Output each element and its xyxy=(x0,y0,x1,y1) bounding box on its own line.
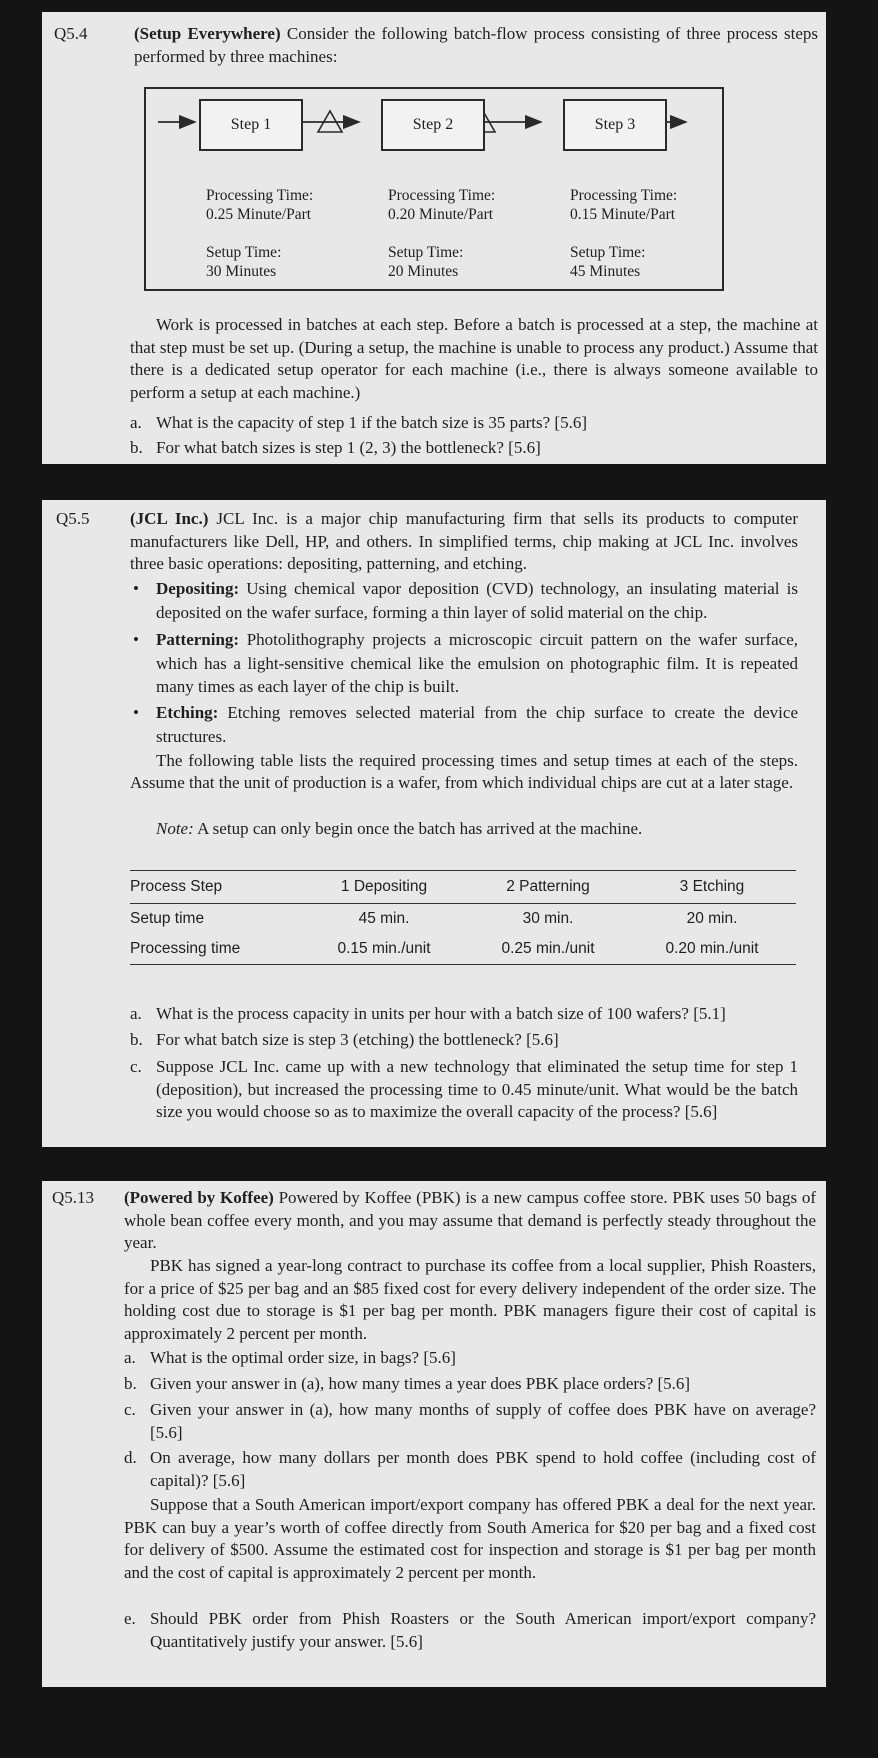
intro-text: Powered by Koffee (PBK) is a new campus coffee store. PBK uses 50 bags of whole bean coffee every month, and you may assume that demand is perfectly steady throughout the year. xyxy=(124,1188,816,1252)
table-header-cell: Process Step xyxy=(130,878,223,895)
table-cell: 20 min. xyxy=(686,910,738,927)
table-header-row xyxy=(130,871,796,904)
setup-label: Setup Time: xyxy=(388,244,464,261)
processing-value: 0.25 Minute/Part xyxy=(206,205,312,223)
step-1-processing xyxy=(206,187,313,224)
question-body: The following table lists the required processing times and setup times at each of the steps. Assume that the unit of production is a wafer, from which individual chips are cut at a later stage. xyxy=(130,751,798,792)
table-row xyxy=(130,934,796,964)
item-label: d. xyxy=(124,1448,137,1467)
item-text: For what batch sizes is step 1 (2, 3) the bottleneck? [5.6] xyxy=(156,438,541,457)
setup-label: Setup Time: xyxy=(570,244,646,261)
question-body: PBK has signed a year-long contract to purchase its coffee from a local supplier, Phish Roasters, for a price of $25 per bag and an $85 fixed cost for every delivery independent of the order size. The holding cost due to storage is $1 per bag per month. PBK managers figure their cost of capital is approximately 2 percent per month. xyxy=(124,1256,816,1343)
bullet-depositing xyxy=(130,577,798,624)
setup-value: 20 Minutes xyxy=(388,262,459,280)
processing-label: Processing Time: xyxy=(570,187,678,204)
item-text: Given your answer in (a), how many months of supply of coffee does PBK have on average? [5.6] xyxy=(150,1400,816,1442)
bullet-term: Etching: xyxy=(156,703,219,722)
bullet-icon: • xyxy=(133,703,139,722)
question-title: (Setup Everywhere) xyxy=(134,24,281,43)
bullet-etching xyxy=(130,701,798,748)
setup-label: Setup Time: xyxy=(206,244,282,261)
item-label: c. xyxy=(130,1057,142,1076)
question-number: Q5.5 xyxy=(56,509,90,528)
table-header-cell: 1 Depositing xyxy=(340,878,428,895)
table-header-cell: 3 Etching xyxy=(679,878,745,895)
process-table xyxy=(130,870,796,965)
setup-value: 45 Minutes xyxy=(570,262,641,280)
bullet-term: Patterning: xyxy=(156,630,240,649)
question-number: Q5.4 xyxy=(54,24,88,43)
question-item-c xyxy=(124,1399,816,1444)
table-row xyxy=(130,904,796,934)
table-cell: 0.20 min./unit xyxy=(665,940,759,957)
step-2-setup xyxy=(388,244,463,281)
item-label: a. xyxy=(130,413,142,432)
item-text: Suppose JCL Inc. came up with a new technology that eliminated the setup time for step 1 (deposition), but increased the processing time to 0.45 minute/unit. What would be the batch size you would choose so as to maximize the overall capacity of the process? [5.6] xyxy=(156,1057,798,1121)
item-label: b. xyxy=(130,1030,143,1049)
question-note xyxy=(156,818,798,841)
question-item-b xyxy=(124,1373,816,1396)
step-box-2: Step 2 xyxy=(381,99,485,151)
table-cell: Processing time xyxy=(130,940,241,957)
table-cell: 0.15 min./unit xyxy=(337,940,431,957)
question-intro xyxy=(134,23,818,68)
item-label: c. xyxy=(124,1400,136,1419)
question-item-e xyxy=(124,1608,816,1653)
step-3-processing xyxy=(570,187,677,224)
bullet-text: Etching removes selected material from the chip surface to create the device structures. xyxy=(156,703,798,746)
question-item-c xyxy=(130,1056,798,1124)
question-title: (Powered by Koffee) xyxy=(124,1188,274,1207)
step-box-3: Step 3 xyxy=(563,99,667,151)
question-card-q5-13 xyxy=(42,1181,826,1687)
item-label: b. xyxy=(124,1374,137,1393)
bullet-text: Photolithography projects a microscopic circuit pattern on the wafer surface, which has a light-sensitive chemical like the emulsion on photographic film. It is repeated many times as each layer of the chip is built. xyxy=(156,630,798,696)
step-2-processing xyxy=(388,187,495,224)
processing-label: Processing Time: xyxy=(206,187,314,204)
step-3-setup xyxy=(570,244,645,281)
bullet-text: Using chemical vapor deposition (CVD) technology, an insulating material is deposited on the wafer surface, forming a thin layer of solid material on the chip. xyxy=(156,579,798,622)
item-text: What is the capacity of step 1 if the batch size is 35 parts? [5.6] xyxy=(156,413,587,432)
bullet-icon: • xyxy=(133,579,139,598)
bullet-term: Depositing: xyxy=(156,579,240,598)
step-box-1: Step 1 xyxy=(199,99,303,151)
note-label: Note: xyxy=(156,819,194,838)
item-label: a. xyxy=(130,1004,142,1023)
item-text: What is the optimal order size, in bags? [5.6] xyxy=(150,1348,456,1367)
question-number: Q5.13 xyxy=(52,1188,95,1207)
item-text: Given your answer in (a), how many times a year does PBK place orders? [5.6] xyxy=(150,1374,691,1393)
question-item-b xyxy=(130,437,818,460)
item-label: a. xyxy=(124,1348,136,1367)
setup-value: 30 Minutes xyxy=(206,262,277,280)
item-text: For what batch size is step 3 (etching) the bottleneck? [5.6] xyxy=(156,1030,559,1049)
table-cell: Setup time xyxy=(130,910,205,927)
bullet-icon: • xyxy=(133,630,139,649)
table-cell: 45 min. xyxy=(358,910,410,927)
item-label: e. xyxy=(124,1609,136,1628)
processing-label: Processing Time: xyxy=(388,187,496,204)
question-item-d xyxy=(124,1447,816,1492)
step-1-setup xyxy=(206,244,281,281)
flow-diagram xyxy=(144,87,724,291)
bullet-patterning xyxy=(130,628,798,699)
question-item-a xyxy=(124,1347,816,1370)
question-title: (JCL Inc.) xyxy=(130,509,209,528)
item-text: On average, how many dollars per month does PBK spend to hold coffee (including cost of capital)? [5.6] xyxy=(150,1448,816,1490)
intro-text: JCL Inc. is a major chip manufacturing firm that sells its products to computer manufacturers like Dell, HP, and others. In simplified terms, chip making at JCL Inc. involves three basic operations: depositing, patterning, and etching. xyxy=(130,509,798,573)
item-text: What is the process capacity in units per hour with a batch size of 100 wafers? [5.1] xyxy=(156,1004,726,1023)
table-header-cell: 2 Patterning xyxy=(506,878,590,895)
question-intro xyxy=(130,508,798,576)
question-item-b xyxy=(130,1029,798,1052)
question-body: Work is processed in batches at each step. Before a batch is processed at a step, the machine at that step must be set up. (During a setup, the machine is unable to process any product.) Assume that there is a dedicated setup operator for each machine (i.e., there is always someone available to perform a setup at each machine.) xyxy=(130,315,818,402)
processing-value: 0.20 Minute/Part xyxy=(388,205,494,223)
question-intro xyxy=(124,1187,816,1255)
intro-text: Consider the following batch-flow process consisting of three process steps performed by three machines: xyxy=(134,24,818,66)
note-text: A setup can only begin once the batch has arrived at the machine. xyxy=(193,819,643,838)
question-body-2: Suppose that a South American import/export company has offered PBK a deal for the next year. PBK can buy a year’s worth of coffee directly from South America for $20 per bag and a fixed cost for delivery of $500. Assume the estimated cost for inspection and storage is $1 per bag per month and the cost of capital is approximately 2 percent per month. xyxy=(124,1495,816,1582)
item-label: b. xyxy=(130,438,143,457)
table-cell: 30 min. xyxy=(522,910,574,927)
question-item-a xyxy=(130,1003,798,1026)
item-text: Should PBK order from Phish Roasters or the South American import/export company? Quantitatively justify your answer. [5.6] xyxy=(150,1609,816,1651)
processing-value: 0.15 Minute/Part xyxy=(570,205,676,223)
question-item-a xyxy=(130,412,818,435)
table-cell: 0.25 min./unit xyxy=(501,940,595,957)
question-card-q5-5 xyxy=(42,500,826,1147)
question-card-q5-4 xyxy=(42,12,826,464)
